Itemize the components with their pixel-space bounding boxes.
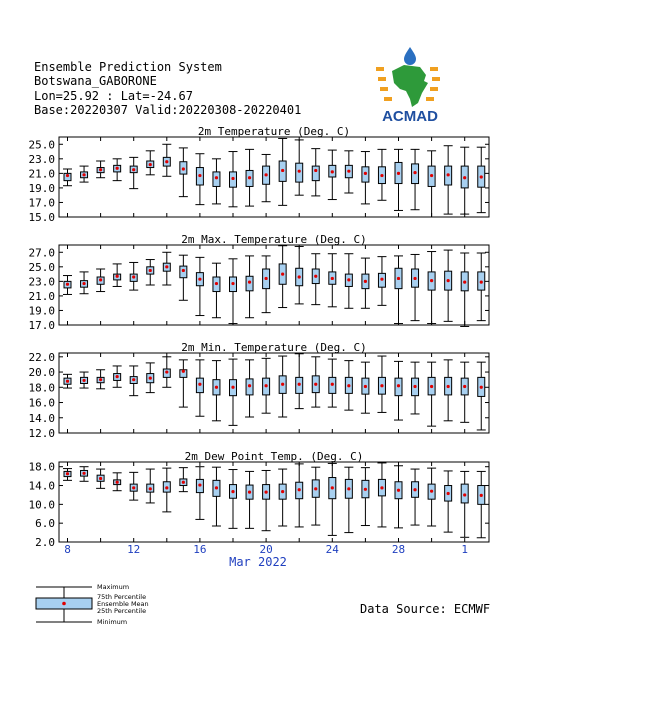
mean-dot	[447, 385, 450, 388]
box-day-16	[311, 357, 320, 407]
x-tick-label: 12	[127, 543, 141, 556]
mean-dot	[265, 491, 268, 494]
box-day-2	[80, 372, 89, 388]
box-day-4	[113, 264, 122, 287]
mean-dot	[314, 275, 317, 278]
mean-dot	[198, 383, 201, 386]
chart-title: 2m Max. Temperature (Deg. C)	[181, 233, 367, 246]
mean-dot	[66, 174, 69, 177]
mean-dot	[397, 384, 400, 387]
mean-dot	[430, 385, 433, 388]
box-day-12	[245, 360, 254, 417]
data-source: Data Source: ECMWF	[360, 602, 491, 616]
y-tick-label: 21.0	[28, 167, 55, 181]
box-day-24	[444, 146, 453, 214]
mean-dot	[347, 487, 350, 490]
mean-dot	[430, 174, 433, 177]
mean-dot	[281, 383, 284, 386]
mean-dot	[298, 275, 301, 278]
mean-dot	[447, 279, 450, 282]
box-day-5	[129, 157, 138, 188]
mean-dot	[380, 384, 383, 387]
mean-dot	[149, 377, 152, 380]
x-tick-label: 20	[259, 543, 273, 556]
box-day-10	[212, 159, 221, 204]
box-day-3	[96, 469, 105, 488]
mean-dot	[265, 277, 268, 280]
y-tick-label: 21.0	[28, 289, 55, 303]
box-day-26	[477, 362, 486, 430]
y-tick-label: 17.0	[28, 319, 55, 332]
box-day-11	[229, 470, 238, 529]
y-tick-label: 14.0	[28, 411, 55, 425]
box-day-1	[63, 169, 72, 186]
box-day-3	[96, 161, 105, 178]
mean-dot	[165, 160, 168, 163]
mean-dot	[99, 168, 102, 171]
box-day-5	[129, 262, 138, 290]
box-day-22	[411, 149, 420, 209]
mean-dot	[116, 167, 119, 170]
mean-dot	[231, 490, 234, 493]
mean-dot	[132, 378, 135, 381]
header-line-1: Ensemble Prediction System	[34, 60, 222, 74]
mean-dot	[430, 279, 433, 282]
box-day-17	[328, 150, 337, 199]
mean-dot	[463, 176, 466, 179]
mean-dot	[215, 486, 218, 489]
header-line-4: Base:20220307 Valid:20220308-20220401	[34, 103, 302, 117]
box-day-7	[162, 252, 171, 285]
box-day-21	[394, 361, 403, 420]
box-day-17	[328, 254, 337, 307]
box-day-6	[146, 363, 155, 393]
mean-dot	[198, 174, 201, 177]
mean-dot	[99, 477, 102, 480]
mean-dot	[248, 280, 251, 283]
legend-minimum: Minimum	[97, 618, 128, 626]
mean-dot	[149, 487, 152, 490]
box-day-26	[477, 147, 486, 212]
box-day-18	[344, 254, 353, 309]
mean-dot	[215, 386, 218, 389]
mean-dot	[380, 174, 383, 177]
mean-dot	[447, 173, 450, 176]
mean-dot	[380, 486, 383, 489]
box-day-25	[460, 471, 469, 537]
legend-p75: 75th Percentile	[97, 593, 147, 601]
mean-dot	[281, 169, 284, 172]
box-day-7	[162, 144, 171, 176]
chart-title: 2m Dew Point Temp. (Deg. C)	[184, 450, 364, 463]
mean-dot	[248, 491, 251, 494]
mean-dot	[314, 487, 317, 490]
y-tick-label: 23.0	[28, 275, 55, 289]
chart-title: 2m Min. Temperature (Deg. C)	[181, 341, 367, 354]
box-day-26	[477, 253, 486, 321]
box-day-19	[361, 258, 370, 308]
box-day-2	[80, 272, 89, 294]
x-tick-label: 1	[461, 543, 469, 556]
mean-dot	[298, 488, 301, 491]
box-day-20	[377, 463, 386, 527]
mean-dot	[99, 378, 102, 381]
box-day-13	[262, 470, 271, 530]
mean-dot	[66, 380, 69, 383]
mean-dot	[265, 173, 268, 176]
mean-dot	[364, 488, 367, 491]
legend-p25: 25th Percentile	[97, 607, 147, 615]
y-tick-label: 15.0	[28, 211, 55, 224]
box-day-13	[262, 256, 271, 313]
box-day-9	[195, 360, 204, 416]
mean-dot	[463, 280, 466, 283]
box-day-15	[295, 354, 304, 409]
box-day-14	[278, 246, 287, 308]
box-day-3	[96, 370, 105, 389]
box-day-17	[328, 463, 337, 535]
mean-dot	[430, 490, 433, 493]
mean-dot	[165, 486, 168, 489]
box-day-8	[179, 148, 188, 197]
y-tick-label: 16.0	[28, 396, 55, 410]
y-tick-label: 6.0	[35, 517, 55, 531]
box-day-24	[444, 471, 453, 532]
box-day-20	[377, 149, 386, 200]
legend-mean-dot	[62, 602, 66, 606]
mean-dot	[182, 269, 185, 272]
plot-frame	[59, 137, 489, 217]
mean-dot	[331, 277, 334, 280]
mean-dot	[66, 472, 69, 475]
x-tick-label: 28	[391, 543, 406, 556]
y-tick-label: 2.0	[35, 536, 55, 549]
y-tick-label: 23.0	[28, 152, 55, 166]
mean-dot	[413, 385, 416, 388]
box-day-17	[328, 359, 337, 407]
box-day-3	[96, 269, 105, 292]
box-day-18	[344, 361, 353, 411]
box-day-2	[80, 166, 89, 182]
mean-dot	[413, 277, 416, 280]
mean-dot	[281, 490, 284, 493]
mean-dot	[116, 275, 119, 278]
box-day-12	[245, 256, 254, 318]
box-day-5	[129, 366, 138, 396]
box-day-4	[113, 366, 122, 387]
box-day-11	[229, 152, 238, 207]
mean-dot	[397, 172, 400, 175]
chart-panel-2	[29, 233, 490, 332]
box-day-1	[63, 276, 72, 295]
box-day-6	[146, 151, 155, 175]
header-line-2: Botswana_GABORONE	[34, 74, 157, 88]
mean-dot	[298, 383, 301, 386]
box-day-18	[344, 151, 353, 193]
box-day-15	[295, 140, 304, 195]
y-tick-label: 12.0	[28, 427, 55, 440]
box-day-10	[212, 361, 221, 421]
y-tick-label: 18.0	[28, 381, 55, 395]
box-day-26	[477, 471, 486, 537]
mean-dot	[165, 265, 168, 268]
mean-dot	[231, 386, 234, 389]
mean-dot	[281, 272, 284, 275]
box-day-2	[80, 467, 89, 482]
mean-dot	[182, 370, 185, 373]
legend-maximum: Maximum	[97, 583, 130, 591]
mean-dot	[480, 494, 483, 497]
mean-dot	[413, 488, 416, 491]
box-day-7	[162, 357, 171, 387]
box-day-21	[394, 149, 403, 210]
chart-panel-1	[29, 125, 490, 224]
box-day-18	[344, 467, 353, 532]
box-day-19	[361, 152, 370, 204]
mean-dot	[215, 282, 218, 285]
x-tick-label: 16	[193, 543, 207, 556]
mean-dot	[347, 384, 350, 387]
box-day-21	[394, 256, 403, 324]
y-tick-label: 27.0	[28, 246, 55, 260]
box-day-8	[179, 255, 188, 300]
box-day-23	[427, 468, 436, 526]
mean-dot	[198, 278, 201, 281]
box-day-6	[146, 260, 155, 285]
box-day-14	[278, 356, 287, 417]
mean-dot	[248, 384, 251, 387]
mean-dot	[82, 379, 85, 382]
box-day-24	[444, 360, 453, 421]
box-day-9	[195, 467, 204, 520]
plot-frame	[59, 462, 489, 542]
mean-dot	[331, 383, 334, 386]
mean-dot	[182, 167, 185, 170]
mean-dot	[347, 278, 350, 281]
y-tick-label: 19.0	[28, 304, 55, 318]
box-day-20	[377, 356, 386, 412]
box-day-11	[229, 359, 238, 425]
y-tick-label: 17.0	[28, 196, 55, 210]
plot-frame	[59, 353, 489, 433]
mean-dot	[347, 170, 350, 173]
legend	[36, 583, 149, 626]
box-day-25	[460, 362, 469, 422]
mean-dot	[248, 176, 251, 179]
box-day-5	[129, 472, 138, 500]
legend-mean: Ensemble Mean	[97, 600, 149, 608]
mean-dot	[132, 486, 135, 489]
box-day-25	[460, 253, 469, 326]
y-tick-label: 14.0	[28, 479, 55, 493]
y-tick-label: 19.0	[28, 181, 55, 195]
box-day-22	[411, 469, 420, 525]
box-day-9	[195, 154, 204, 205]
box-day-7	[162, 468, 171, 512]
mean-dot	[66, 283, 69, 286]
box-day-12	[245, 471, 254, 528]
box-day-10	[212, 467, 221, 526]
x-tick-label: 8	[64, 543, 71, 556]
box-day-25	[460, 147, 469, 214]
mean-dot	[364, 280, 367, 283]
box-day-21	[394, 466, 403, 528]
mean-dot	[397, 489, 400, 492]
mean-dot	[314, 383, 317, 386]
y-tick-label: 18.0	[28, 460, 55, 474]
mean-dot	[149, 269, 152, 272]
y-tick-label: 10.0	[28, 498, 55, 512]
chart-panel-3	[29, 341, 490, 440]
mean-dot	[331, 486, 334, 489]
mean-dot	[480, 280, 483, 283]
mean-dot	[480, 386, 483, 389]
mean-dot	[364, 172, 367, 175]
box-day-22	[411, 362, 420, 414]
box-day-23	[427, 252, 436, 324]
mean-dot	[182, 481, 185, 484]
mean-dot	[165, 370, 168, 373]
mean-dot	[132, 168, 135, 171]
mean-dot	[116, 481, 119, 484]
box-day-8	[179, 468, 188, 492]
box-day-23	[427, 151, 436, 217]
box-day-4	[113, 159, 122, 181]
box-day-24	[444, 250, 453, 321]
box-day-19	[361, 468, 370, 526]
x-axis-month-label: Mar 2022	[229, 555, 287, 569]
mean-dot	[364, 385, 367, 388]
mean-dot	[231, 282, 234, 285]
mean-dot	[397, 277, 400, 280]
header-line-3: Lon=25.92 : Lat=-24.67	[34, 89, 193, 103]
box-day-13	[262, 358, 271, 413]
box-day-12	[245, 149, 254, 206]
box-day-20	[377, 257, 386, 306]
mean-dot	[380, 278, 383, 281]
box-day-22	[411, 254, 420, 320]
mean-dot	[298, 170, 301, 173]
x-tick-label: 24	[325, 543, 339, 556]
mean-dot	[231, 177, 234, 180]
box-day-9	[195, 257, 204, 315]
mean-dot	[215, 176, 218, 179]
box-day-1	[63, 469, 72, 481]
box-day-11	[229, 259, 238, 324]
box-day-6	[146, 469, 155, 503]
mean-dot	[463, 385, 466, 388]
box-day-16	[311, 467, 320, 525]
mean-dot	[198, 483, 201, 486]
box-day-14	[278, 138, 287, 205]
mean-dot	[132, 275, 135, 278]
chart-panel-4	[29, 450, 490, 549]
box-day-15	[295, 464, 304, 527]
box-day-4	[113, 473, 122, 491]
mean-dot	[463, 493, 466, 496]
y-tick-label: 25.0	[28, 260, 55, 274]
box-day-1	[63, 374, 72, 388]
box-day-8	[179, 360, 188, 407]
mean-dot	[314, 169, 317, 172]
y-tick-label: 22.0	[28, 350, 55, 364]
mean-dot	[82, 282, 85, 285]
mean-dot	[265, 384, 268, 387]
mean-dot	[82, 472, 85, 475]
mean-dot	[149, 163, 152, 166]
iqr-box	[312, 166, 319, 181]
logo-text: ACMAD	[382, 108, 438, 125]
plot-frame	[59, 245, 489, 325]
y-tick-label: 25.0	[28, 138, 55, 152]
box-day-19	[361, 362, 370, 413]
box-day-16	[311, 149, 320, 196]
mean-dot	[480, 175, 483, 178]
box-day-14	[278, 469, 287, 526]
box-day-15	[295, 246, 304, 303]
mean-dot	[99, 278, 102, 281]
mean-dot	[413, 171, 416, 174]
box-day-13	[262, 154, 271, 201]
mean-dot	[447, 492, 450, 495]
mean-dot	[331, 170, 334, 173]
chart-title: 2m Temperature (Deg. C)	[197, 125, 351, 138]
y-tick-label: 20.0	[28, 366, 55, 380]
box-day-10	[212, 263, 221, 318]
mean-dot	[82, 173, 85, 176]
mean-dot	[116, 375, 119, 378]
box-day-16	[311, 254, 320, 305]
box-day-23	[427, 362, 436, 426]
